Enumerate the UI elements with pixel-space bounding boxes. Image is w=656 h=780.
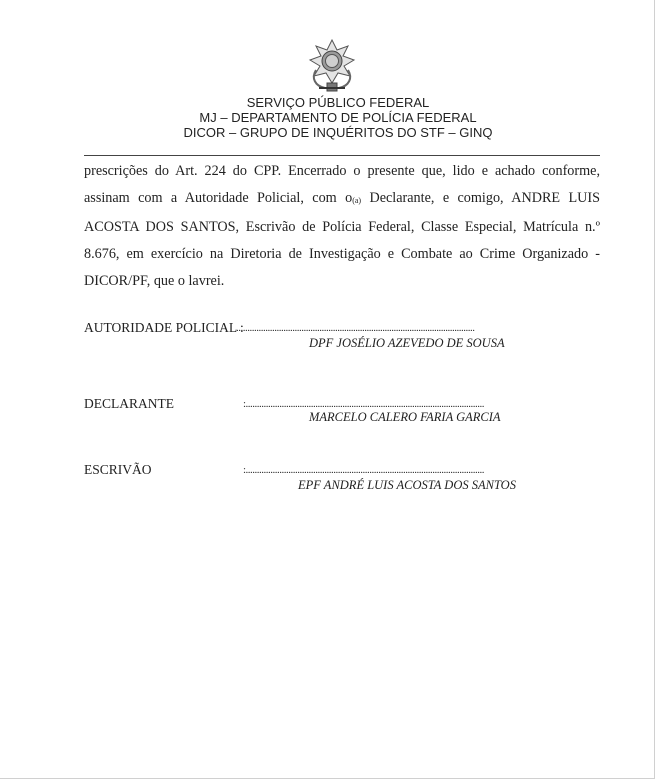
signature-line-autoridade: .......................................................................................................... [236,322,475,334]
body-paragraph [84,158,600,295]
body-text-part1: prescrições do Art. 224 do CPP. Encerrado o presente que, lido e achado conforme, assinam com a Autoridade Policial, com o [84,163,600,206]
signature-name-escrivao: EPF ANDRÉ LUIS ACOSTA DOS SANTOS [298,478,516,492]
body-subscript: (a) [352,196,362,205]
header-department: MJ – DEPARTAMENTO DE POLÍCIA FEDERAL [199,110,477,125]
header-service: SERVIÇO PÚBLICO FEDERAL [246,95,430,110]
header-group: DICOR – GRUPO DE INQUÉRITOS DO STF – GINQ [183,125,493,140]
signature-line-escrivao: :.......................................................................................................... [243,464,485,476]
signature-label-declarante: DECLARANTE [84,396,174,411]
document-header [0,95,656,140]
body-text-part2: Declarante, e comigo, ANDRE LUIS ACOSTA DOS SANTOS, Escrivão de Polícia Federal, Classe Especial, Matrícula n.º 8.676, em exercício na Diretoria de Investigação e Combate ao Crime Organizado - DICOR/PF, que o lavrei. [84,190,600,289]
header-divider [84,155,600,156]
brazil-coat-of-arms-icon [307,38,357,94]
signature-label-autoridade: AUTORIDADE POLICIAL : [84,320,244,335]
signature-name-declarante: MARCELO CALERO FARIA GARCIA [309,410,501,424]
signature-label-escrivao: ESCRIVÃO [84,462,152,477]
signature-name-autoridade: DPF JOSÉLIO AZEVEDO DE SOUSA [309,336,505,350]
signature-line-declarante: :.......................................................................................................... [243,398,485,410]
